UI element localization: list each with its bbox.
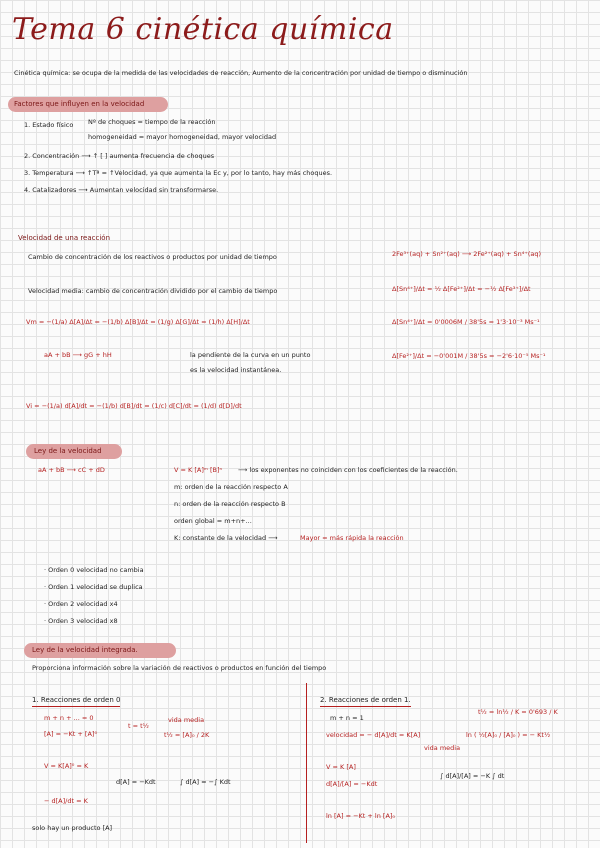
orden1-sum: m + n = 1 xyxy=(330,714,364,722)
ley-integrada-desc: Proporciona información sobre la variación de reactivos o productos en función del tiempo xyxy=(32,664,327,672)
factor-1a: Nº de choques = tiempo de la reacción xyxy=(88,118,216,126)
orden1-differential: d[A]/[A] = −Kdt xyxy=(326,780,378,788)
orden1-halflife: t½ = ln½ / K = 0'693 / K xyxy=(478,708,558,716)
orden1-integrated: ln [A] = −Kt + ln [A]₀ xyxy=(326,812,396,820)
pendiente-line2: es la velocidad instantánea. xyxy=(190,366,282,374)
orden0-vida-media: vida media xyxy=(168,716,205,724)
orden0-integral: ∫ d[A] = −∫ Kdt xyxy=(180,778,231,786)
calc-sn: Δ[Sn⁴⁺]/Δt = 0'0006M / 38'5s = 1'3·10⁻³ Ms⁻¹ xyxy=(392,318,540,326)
section-heading-ley-integrada: Ley de la velocidad integrada. xyxy=(32,646,138,654)
factor-1b: homogeneidad = mayor homogeneidad, mayor velocidad xyxy=(88,133,277,141)
velocidad-media: Velocidad media: cambio de concentración dividido por el cambio de tiempo xyxy=(28,287,278,295)
factor-4: 4. Catalizadores ⟶ Aumentan velocidad sin transformarse. xyxy=(24,186,219,194)
orden-1: · Orden 1 velocidad se duplica xyxy=(44,583,143,591)
orden0-integrated: [A] = −Kt + [A]⁰ xyxy=(44,730,98,738)
orden0-derivative: − d[A]/dt = K xyxy=(44,797,88,805)
pendiente-line1: la pendiente de la curva en un punto xyxy=(190,351,311,359)
velocidad-definition: Cambio de concentración de los reactivos o productos por unidad de tiempo xyxy=(28,253,277,261)
orden0-halflife-note: t = t½ xyxy=(128,722,149,730)
orden1-rate: V = K [A] xyxy=(326,763,356,771)
orden1-title: 2. Reacciones de orden 1. xyxy=(320,696,411,707)
orden0-halflife: t½ = [A]₀ / 2K xyxy=(164,731,210,739)
orden-2: · Orden 2 velocidad x4 xyxy=(44,600,118,608)
constant-k: K: constante de la velocidad ⟶ xyxy=(174,534,278,542)
constant-k-note: Mayor = más rápida la reacción xyxy=(300,534,404,542)
orden0-note: solo hay un producto [A] xyxy=(32,824,113,832)
example-reaction: 2Fe³⁺(aq) + Sn²⁺(aq) ⟶ 2Fe²⁺(aq) + Sn⁴⁺(aq) xyxy=(392,250,542,258)
orden-3: · Orden 3 velocidad x8 xyxy=(44,617,118,625)
rate-relations: Δ[Sn⁴⁺]/Δt = ½ Δ[Fe²⁺]/Δt = −½ Δ[Fe³⁺]/Δt xyxy=(392,285,531,293)
intro-text: Cinética química: se ocupa de la medida de las velocidades de reacción, Aumento de la concentración por unidad de tiempo o disminución xyxy=(14,69,468,77)
orden0-sum: m + n + ... = 0 xyxy=(44,714,94,722)
factor-2: 2. Concentración ⟶ ↑ [ ] aumenta frecuencia de choques xyxy=(24,152,215,160)
rate-law: V = K [A]ᵐ [B]ⁿ xyxy=(174,466,223,474)
factor-1: 1. Estado físico xyxy=(24,121,74,129)
page-title: Tema 6 cinética química xyxy=(12,12,394,47)
calc-fe: Δ[Fe²⁺]/Δt = −0'001M / 38'5s = −2'6·10⁻⁵ Ms⁻¹ xyxy=(392,352,546,360)
orden1-log-relation: ln ( ½[A]₀ / [A]₀ ) = − Kt½ xyxy=(466,731,551,739)
order-global: orden global = m+n+... xyxy=(174,517,252,525)
order-n: n: orden de la reacción respecto B xyxy=(174,500,286,508)
section-heading-ley: Ley de la velocidad xyxy=(34,447,102,455)
factor-3: 3. Temperatura ⟶ ↑Tª = ↑Velocidad, ya que aumenta la Ec y, por lo tanto, hay más choques. xyxy=(24,169,333,177)
orden-0: · Orden 0 velocidad no cambia xyxy=(44,566,144,574)
rate-law-note: ⟶ los exponentes no coinciden con los coeficientes de la reacción. xyxy=(238,466,458,474)
section-heading-velocidad: Velocidad de una reacción xyxy=(18,234,111,242)
section-heading-factores: Factores que influyen en la velocidad xyxy=(14,100,145,108)
orden0-title: 1. Reacciones de orden 0 xyxy=(32,696,120,707)
orden0-velocity: V = K[A]⁰ = K xyxy=(44,762,89,770)
ley-equation: aA + bB ⟶ cC + dD xyxy=(38,466,105,474)
general-equation: aA + bB ⟶ gG + hH xyxy=(44,351,112,359)
orden1-velocity: velocidad = − d[A]/dt = K[A] xyxy=(326,731,421,739)
vm-formula: Vm = −(1/a) Δ[A]/Δt = −(1/b) Δ[B]/Δt = (1/g) Δ[G]/Δt = (1/h) Δ[H]/Δt xyxy=(26,318,250,326)
orden0-differential: d[A] = −Kdt xyxy=(116,778,156,786)
order-m: m: orden de la reacción respecto A xyxy=(174,483,288,491)
column-divider xyxy=(306,683,307,843)
orden1-vida-media: vida media xyxy=(424,744,461,752)
orden1-integral: ∫ d[A]/[A] = −K ∫ dt xyxy=(440,772,505,780)
vi-formula: Vi = −(1/a) d[A]/dt = −(1/b) d[B]/dt = (1/c) d[C]/dt = (1/d) d[D]/dt xyxy=(26,402,242,410)
